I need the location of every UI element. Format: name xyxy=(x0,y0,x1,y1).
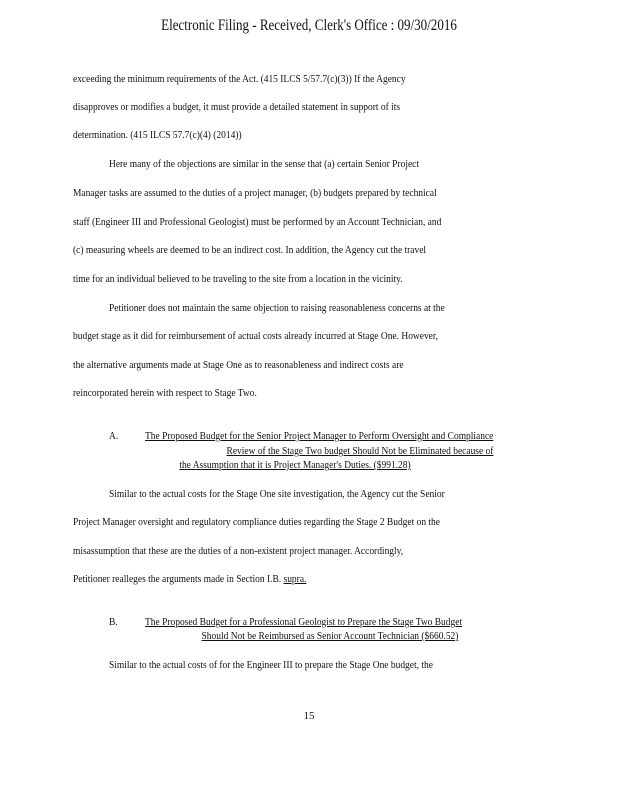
heading-a-line: the Assumption that it is Project Manager's Duties. ($991.28) xyxy=(179,459,411,471)
heading-b-letter: B. xyxy=(109,616,118,628)
body-line: the alternative arguments made at Stage One as to reasonableness and indirect costs are xyxy=(73,359,404,371)
body-line: disapproves or modifies a budget, it must provide a detailed statement in support of its xyxy=(73,101,401,113)
filing-header: Electronic Filing - Received, Clerk's Office : 09/30/2016 xyxy=(161,17,457,34)
heading-a-letter: A. xyxy=(109,430,119,442)
body-line: Similar to the actual costs for the Stage One site investigation, the Agency cut the Senior xyxy=(109,488,445,500)
page-number: 15 xyxy=(303,710,315,722)
body-line: (c) measuring wheels are deemed to be an indirect cost. In addition, the Agency cut the travel xyxy=(73,244,427,256)
body-line xyxy=(73,573,306,585)
heading-b-line: Should Not be Reimbursed as Senior Account Technician ($660.52) xyxy=(201,630,459,642)
body-line: Project Manager oversight and regulatory compliance duties regarding the Stage 2 Budget on the xyxy=(73,516,440,528)
body-line: staff (Engineer III and Professional Geologist) must be performed by an Account Technician, and xyxy=(73,216,442,228)
supra-citation: supra. xyxy=(283,573,307,585)
body-line: budget stage as it did for reimbursement of actual costs already incurred at Stage One. However, xyxy=(73,330,439,342)
body-line: misassumption that these are the duties of a non-existent project manager. Accordingly, xyxy=(73,545,404,557)
body-line: Similar to the actual costs of for the Engineer III to prepare the Stage One budget, the xyxy=(109,659,433,671)
body-line: exceeding the minimum requirements of the Act. (415 ILCS 5/57.7(c)(3)) If the Agency xyxy=(73,73,406,85)
heading-a-line: The Proposed Budget for the Senior Project Manager to Perform Oversight and Compliance xyxy=(145,430,494,442)
heading-a-line: Review of the Stage Two budget Should Not be Eliminated because of xyxy=(226,445,494,457)
body-line: Petitioner does not maintain the same objection to raising reasonableness concerns at the xyxy=(109,302,445,314)
heading-b-line: The Proposed Budget for a Professional Geologist to Prepare the Stage Two Budget xyxy=(145,616,463,628)
body-text: Petitioner realleges the arguments made in Section I.B. xyxy=(73,573,282,585)
body-line: Here many of the objections are similar in the sense that (a) certain Senior Project xyxy=(109,158,419,170)
body-line: determination. (415 ILCS 57.7(c)(4) (2014)) xyxy=(73,129,242,141)
body-line: time for an individual believed to be traveling to the site from a location in the vicinity. xyxy=(73,273,403,285)
body-line: Manager tasks are assumed to the duties of a project manager, (b) budgets prepared by technical xyxy=(73,187,437,199)
body-line: reincorporated herein with respect to Stage Two. xyxy=(73,387,257,399)
